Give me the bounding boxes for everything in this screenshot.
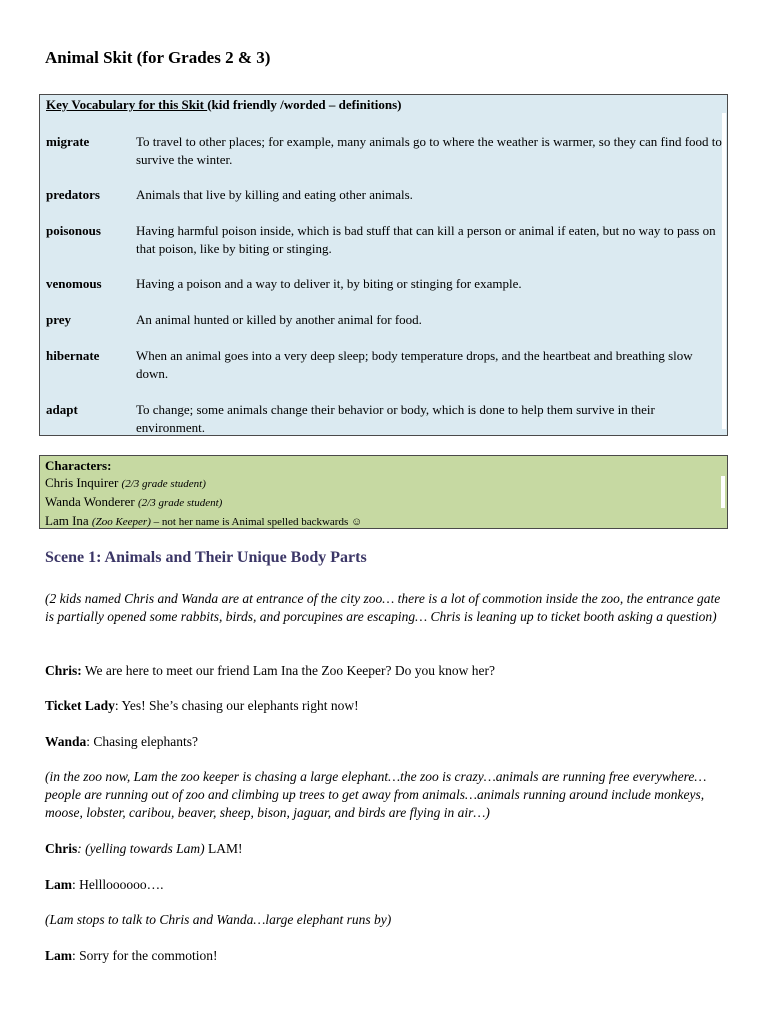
vocab-definition: When an animal goes into a very deep sleep; body temperature drops, and the heartbeat and breathing slow down. — [136, 348, 693, 381]
dialogue-line — [45, 697, 725, 715]
vocab-definition: Animals that live by killing and eating other animals. — [136, 187, 413, 202]
dialogue-text: : Sorry for the commotion! — [72, 948, 218, 963]
stage-direction: (Lam stops to talk to Chris and Wanda…large elephant runs by) — [45, 912, 392, 927]
dialogue-line — [45, 876, 725, 894]
vocab-term: migrate — [46, 134, 90, 149]
dialogue-line — [45, 733, 725, 751]
dialogue-text: : Chasing elephants? — [86, 734, 199, 749]
character-role: (Zoo Keeper) — [91, 516, 151, 528]
vocab-term: poisonous — [46, 223, 101, 238]
vocabulary-header — [46, 97, 402, 113]
character-chris — [45, 474, 727, 493]
vocab-definition: Having a poison and a way to deliver it, by biting or stinging for example. — [136, 276, 522, 291]
dialogue-line — [45, 947, 725, 965]
vocab-term: hibernate — [46, 348, 100, 363]
vocab-term: adapt — [46, 402, 78, 417]
speaker-name: Lam — [45, 877, 72, 892]
document-title: Animal Skit (for Grades 2 & 3) — [45, 48, 271, 67]
vocab-term: venomous — [46, 276, 102, 291]
dialogue-line — [45, 662, 725, 680]
speaker-name: Ticket Lady — [45, 698, 115, 713]
dialogue-line — [45, 840, 725, 858]
character-lam — [45, 512, 727, 531]
box-edge-marker — [721, 476, 725, 508]
vocab-definition: An animal hunted or killed by another animal for food. — [136, 312, 422, 327]
character-name: Chris Inquirer — [45, 475, 122, 490]
vocab-term: predators — [46, 187, 100, 202]
character-name: Lam Ina — [45, 513, 92, 528]
vocabulary-box — [39, 94, 728, 436]
vocabulary-header-note: (kid friendly /worded – definitions) — [207, 97, 402, 112]
characters-heading: Characters: — [45, 458, 112, 473]
vocabulary-header-title: Key Vocabulary for this Skit — [46, 97, 208, 112]
box-edge-marker — [722, 113, 726, 429]
character-role: (2/3 grade student) — [137, 497, 223, 509]
characters-box — [39, 455, 728, 529]
scene-heading: Scene 1: Animals and Their Unique Body Parts — [45, 549, 367, 566]
vocab-definition: To change; some animals change their behavior or body, which is done to help them survive in their environment. — [136, 402, 655, 435]
dialogue-text: LAM! — [204, 841, 243, 856]
dialogue-text: We are here to meet our friend Lam Ina the Zoo Keeper? Do you know her? — [81, 663, 495, 678]
speaker-name: Chris: — [45, 663, 82, 678]
dialogue-text: : Hellloooooo…. — [72, 877, 164, 892]
speaker-name: Lam — [45, 948, 72, 963]
stage-direction: (2 kids named Chris and Wanda are at entrance of the city zoo… there is a lot of commotion inside the zoo, the entrance gate is partially opened some rabbits, birds, and porcupines are escaping… Chris is leaning up to ticket booth asking a question) — [45, 591, 721, 624]
character-role: (2/3 grade student) — [121, 478, 206, 490]
stage-direction: (in the zoo now, Lam the zoo keeper is chasing a large elephant…the zoo is crazy…animals are running free everywhere…people are running out of zoo and climbing up trees to get away from animals…animals running around include monkeys, moose, lobster, caribou, beaver, sheep, bison, jaguar, and birds are flying in air…) — [45, 769, 707, 820]
vocab-definition: To travel to other places; for example, many animals go to where the weather is warmer, so they can find food to survive the winter. — [136, 134, 722, 167]
speaker-name: Chris — [45, 841, 78, 856]
dialogue-stage-direction: : (yelling towards Lam) — [77, 841, 205, 856]
dialogue-text: : Yes! She’s chasing our elephants right now! — [114, 698, 359, 713]
character-note: – not her name is Animal spelled backwards ☺ — [150, 516, 363, 528]
character-name: Wanda Wonderer — [45, 494, 138, 509]
character-wanda — [45, 493, 727, 512]
speaker-name: Wanda — [45, 734, 87, 749]
vocab-term: prey — [46, 312, 72, 327]
vocab-definition: Having harmful poison inside, which is bad stuff that can kill a person or animal if eaten, but no way to pass on that poison, like by biting or stinging. — [136, 223, 716, 256]
